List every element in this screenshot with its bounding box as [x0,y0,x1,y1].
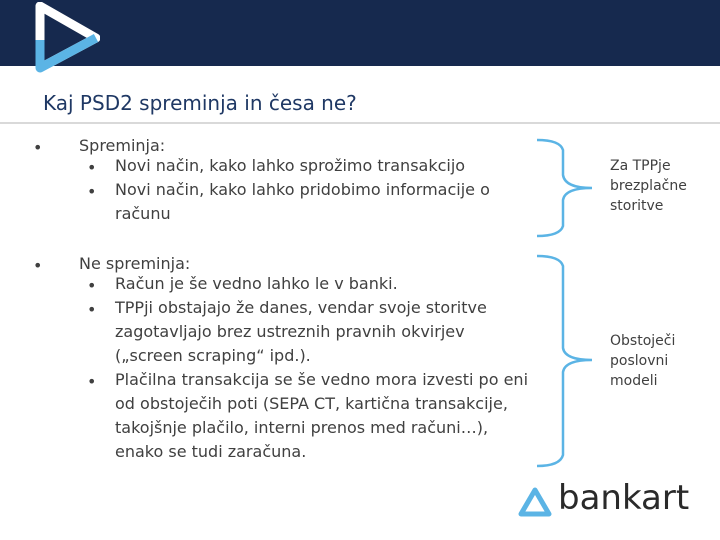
list-item: Račun je še vedno lahko le v banki. [115,274,398,293]
list-item-continuation: računu [115,204,171,223]
page-title: Kaj PSD2 spreminja in česa ne? [43,91,357,115]
list-item-continuation: takojšnje plačilo, interni prenos med računi…), [115,418,489,437]
brand-logo-icon [30,2,100,74]
label-line: modeli [610,373,658,389]
list-item: TPPji obstajajo že danes, vendar svoje storitve [115,298,487,317]
existing-models-label [610,331,675,391]
header-band [0,0,720,66]
bullet: • [33,256,43,275]
bankart-wordmark: bankart [558,478,690,518]
label-line: Za TPPje [610,158,671,174]
top-brace-icon [537,140,592,236]
tpp-free-services-label [610,156,687,216]
changes-heading: Spreminja: [79,136,166,155]
label-line: Obstoječi [610,333,676,349]
bullet: • [87,276,97,295]
label-line: storitve [610,198,664,214]
bottom-brace-icon [537,256,592,466]
bullet: • [87,158,97,177]
bullet: • [87,182,97,201]
label-line: brezplačne [610,178,687,194]
list-item: Novi način, kako lahko sprožimo transakcijo [115,156,466,175]
bullet: • [33,138,43,157]
bullet: • [87,372,97,391]
bullet: • [87,300,97,319]
list-item: Novi način, kako lahko pridobimo informacije o [115,180,490,199]
list-item-continuation: („screen scraping“ ipd.). [115,346,311,365]
no-changes-heading: Ne spreminja: [79,254,191,273]
title-divider [0,122,720,124]
list-item-continuation: od obstoječih poti (SEPA CT, kartična transakcije, [115,394,508,413]
label-line: poslovni [610,353,669,369]
list-item-continuation: zagotavljajo brez ustreznih pravnih okvirjev [115,322,465,341]
list-item: Plačilna transakcija se še vedno mora izvesti po eni [115,370,529,389]
list-item-continuation: enako se tudi zaračuna. [115,442,307,461]
